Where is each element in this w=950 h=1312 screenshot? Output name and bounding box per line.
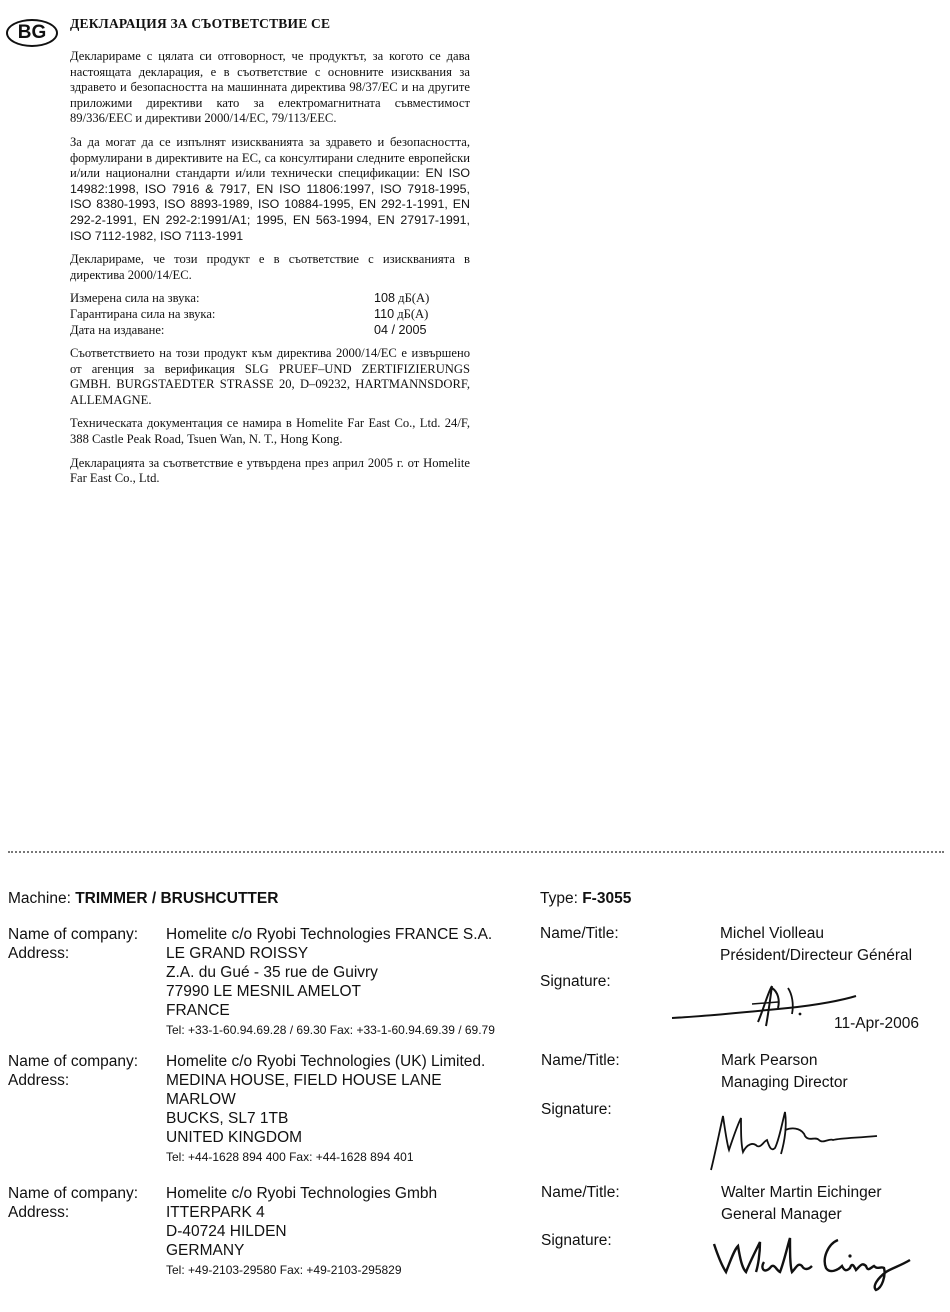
compliance-paragraph: Декларираме, че този продукт е в съответствие с изискванията в директива 2000/14/EC. (70, 252, 470, 282)
spec-value: 110 дБ(A) (374, 306, 429, 321)
address-line: LE GRAND ROISSY (166, 945, 309, 962)
machine-line: Machine: TRIMMER / BRUSHCUTTER (8, 890, 279, 907)
machine-value: TRIMMER / BRUSHCUTTER (75, 890, 279, 907)
spec-value: 108 дБ(A) (374, 291, 430, 306)
signature-label: Signature: (540, 973, 611, 990)
standards-paragraph (70, 135, 470, 244)
signature-eichinger (710, 1232, 920, 1294)
address-line: UNITED KINGDOM (166, 1129, 303, 1146)
documentation-paragraph: Техническата документация се намира в Homelite Far East Co., Ltd. 24/F, 388 Castle Peak Road, Tsuen Wan, N. T., Hong Kong. (70, 416, 470, 447)
company-name: Homelite c/o Ryobi Technologies FRANCE S.A. (166, 926, 493, 943)
spec-row (70, 323, 470, 339)
company-phone-fax: Tel: +44-1628 894 400 Fax: +44-1628 894 401 (166, 1150, 414, 1164)
spec-label: Дата на издаване: (70, 322, 165, 337)
address-line: MARLOW (166, 1091, 236, 1108)
signatory-name: Walter Martin Eichinger (721, 1184, 882, 1201)
sound-spec-table (70, 291, 470, 338)
signature-label: Signature: (541, 1232, 612, 1249)
spec-value: 04 / 2005 (374, 322, 427, 337)
signatory-block (721, 1050, 848, 1094)
spec-label: Измерена сила на звука: (70, 291, 200, 306)
company-address-block (166, 1184, 437, 1278)
company-name: Homelite c/o Ryobi Technologies Gmbh (166, 1185, 438, 1202)
signature-label: Signature: (541, 1101, 612, 1118)
signatory-title: Président/Directeur Général (720, 947, 913, 964)
standards-list: EN ISO 14982:1998, ISO 7916 & 7917, EN ISO 11806:1997, ISO 7918-1995, ISO 8380-1993, ISO 8893-1989, ISO 10884-1995, EN 292-1-1991, EN 292-2-1991, EN 292-2:1991/A1; 1995, EN 563-1994, EN 27917-1991, ISO 7112-1982, ISO 7113-1991 (70, 166, 470, 243)
signatory-block (721, 1182, 882, 1226)
company-address-block (166, 1052, 485, 1165)
type-line: Type: F-3055 (540, 890, 632, 907)
address-line: Z.A. du Gué - 35 rue de Guivry (166, 964, 378, 981)
document-title: ДЕКЛАРАЦИЯ ЗА СЪОТВЕТСТВИЕ СЕ (70, 16, 331, 31)
spec-row (70, 291, 470, 307)
address-line: D-40724 HILDEN (166, 1223, 287, 1240)
signatory-block (720, 923, 912, 967)
company-labels: Name of company: Address: (8, 1053, 139, 1089)
address-line: 77990 LE MESNIL AMELOT (166, 983, 361, 1000)
address-line: BUCKS, SL7 1TB (166, 1110, 289, 1127)
name-title-label: Name/Title: (541, 1052, 620, 1069)
company-labels: Name of company: Address: (8, 1185, 139, 1221)
approval-paragraph: Декларацията за съответствие е утвърдена през април 2005 г. от Homelite Far East Co., Ltd. (70, 455, 470, 486)
company-name: Homelite c/o Ryobi Technologies (UK) Limited. (166, 1053, 486, 1070)
signatory-title: General Manager (721, 1206, 842, 1223)
company-phone-fax: Tel: +49-2103-29580 Fax: +49-2103-295829 (166, 1263, 402, 1277)
type-value: F-3055 (582, 890, 632, 907)
language-badge: BG (6, 19, 58, 47)
name-title-label: Name/Title: (540, 925, 619, 942)
address-line: MEDINA HOUSE, FIELD HOUSE LANE (166, 1072, 442, 1089)
name-title-label: Name/Title: (541, 1184, 620, 1201)
address-line: FRANCE (166, 1002, 230, 1019)
address-line: GERMANY (166, 1242, 245, 1259)
company-address-block (166, 925, 495, 1038)
address-line: ITTERPARK 4 (166, 1204, 265, 1221)
spec-label: Гарантирана сила на звука: (70, 306, 216, 321)
signatory-title: Managing Director (721, 1074, 848, 1091)
standards-intro: За да могат да се изпълнят изискванията за здравето и безопасността, формулирани в директивите на ЕС, са консултирани следните европейски и/или национални стандарти и/или технически спецификации: (70, 134, 470, 181)
signature-pearson (705, 1104, 885, 1174)
signatory-name: Mark Pearson (721, 1052, 818, 1069)
declaration-body (70, 49, 470, 495)
company-labels: Name of company: Address: (8, 926, 139, 962)
declaration-paragraph: Декларираме с цялата си отговорност, че продуктът, за когото се дава настоящата декларация, е в съответствие с основните изисквания за здравето и безопасността на машинната директива 98/37/EC и на другите приложими директиви като за електромагнитната съвместимост 89/336/EEC и директиви 2000/14/EC, 79/113/EEC. (70, 49, 470, 126)
verification-paragraph: Съответствието на този продукт към директива 2000/14/EC е извършено от агенция за верификация SLG PRUEF–UND ZERTIFIZIERUNGS GMBH. BURGSTAEDTER STRASSE 20, D–09232, HARTMANNSDORF, ALLEMAGNE. (70, 346, 470, 407)
signature-date: 11-Apr-2006 (834, 1015, 920, 1032)
company-phone-fax: Tel: +33-1-60.94.69.28 / 69.30 Fax: +33-1-60.94.69.39 / 69.79 (166, 1023, 495, 1037)
spec-row (70, 307, 470, 323)
dotted-divider (8, 851, 944, 853)
signatory-name: Michel Violleau (720, 925, 824, 942)
